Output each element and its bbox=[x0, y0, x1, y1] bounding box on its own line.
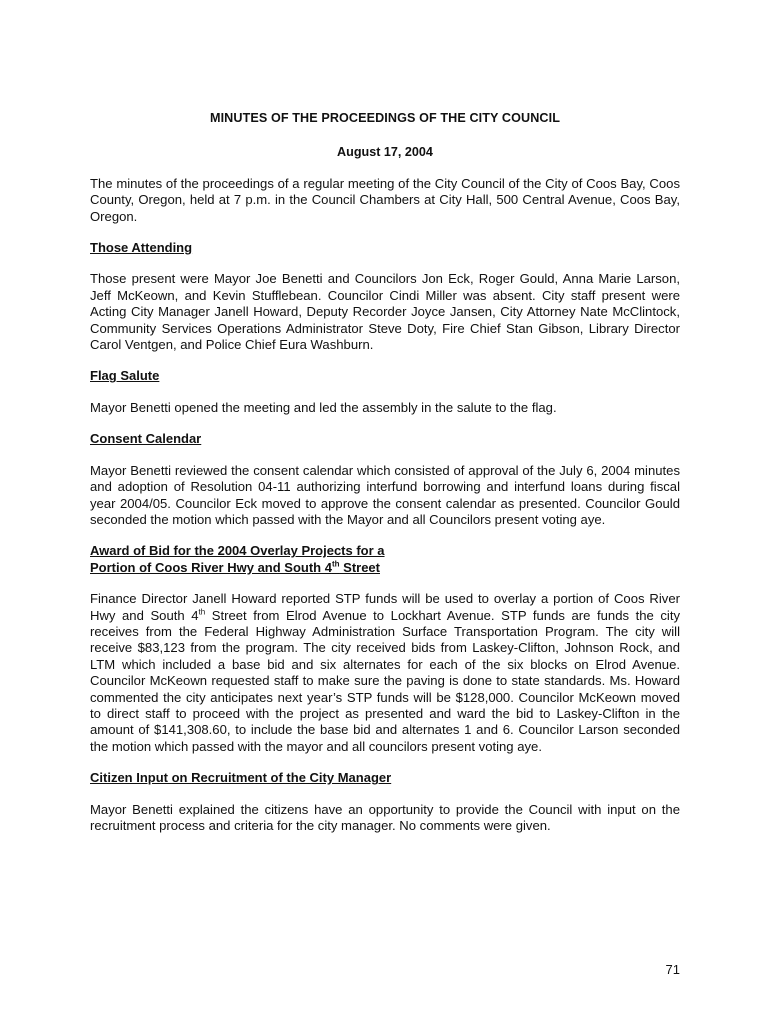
flag-salute-paragraph: Mayor Benetti opened the meeting and led the assembly in the salute to the flag. bbox=[90, 399, 557, 415]
award-heading-line2-post: Street bbox=[339, 559, 380, 575]
heading-flag-salute: Flag Salute bbox=[90, 368, 160, 384]
document-page bbox=[90, 110, 680, 849]
heading-those-attending: Those Attending bbox=[90, 240, 193, 256]
heading-award-of-bid bbox=[90, 543, 680, 576]
award-body-superscript: th bbox=[198, 607, 206, 617]
award-body-pre: Finance Director Janell Howard reported STP funds will be used to overlay a portion of Coos River Hwy and South 4 bbox=[90, 591, 680, 623]
consent-calendar-paragraph: Mayor Benetti reviewed the consent calendar which consisted of approval of the July 6, 2004 minutes and adoption of Resolution 04-11 authorizing interfund borrowing and interfund loans during fiscal year 2004/05. Councilor Eck moved to approve the consent calendar as presented. Councilor Gould seconded the motion which passed with the Mayor and all Councilors present voting aye. bbox=[90, 462, 680, 527]
heading-citizen-input: Citizen Input on Recruitment of the City Manager bbox=[90, 770, 392, 786]
award-of-bid-paragraph bbox=[90, 591, 680, 755]
award-heading-line2-pre: Portion of Coos River Hwy and South 4 bbox=[90, 559, 332, 575]
page-number: 71 bbox=[665, 962, 680, 977]
document-title: MINUTES OF THE PROCEEDINGS OF THE CITY COUNCIL bbox=[209, 111, 560, 125]
attending-paragraph: Those present were Mayor Joe Benetti and Councilors Jon Eck, Roger Gould, Anna Marie Larson, Jeff McKeown, and Kevin Stufflebean. Councilor Cindi Miller was absent. City staff present were Acting City Manager Janell Howard, Deputy Recorder Joyce Jansen, City Attorney Nate McClintock, Community Services Operations Administrator Steve Doty, Fire Chief Stan Gibson, Library Director Carol Ventgen, and Police Chief Eura Washburn. bbox=[90, 271, 680, 353]
award-heading-superscript: th bbox=[331, 559, 340, 569]
award-body-post: Street from Elrod Avenue to Lockhart Avenue. STP funds are funds the city receives from the Federal Highway Administration Surface Transportation Program. The city will receive $83,123 from the program. The city received bids from Laskey-Clifton, Johnson Rock, and LTM which included a base bid and six alternates for each of the six blocks on Elrod Avenue. Councilor McKeown requested staff to make sure the paving is done to state standards. Ms. Howard commented the city anticipates next year’s STP funds will be $128,000. Councilor McKeown moved to direct staff to proceed with the project as presented and ward the bid to Laskey-Clifton in the amount of $141,308.60, to include the base bid and alternates 1 and 6. Councilor Larson seconded the motion which passed with the mayor and all councilors present voting aye. bbox=[90, 607, 681, 754]
award-heading-line1: Award of Bid for the 2004 Overlay Projects for a bbox=[90, 543, 385, 559]
heading-consent-calendar: Consent Calendar bbox=[90, 431, 202, 447]
meeting-date: August 17, 2004 bbox=[337, 145, 433, 160]
citizen-input-paragraph: Mayor Benetti explained the citizens have an opportunity to provide the Council with input on the recruitment process and criteria for the city manager. No comments were given. bbox=[90, 801, 680, 833]
intro-paragraph: The minutes of the proceedings of a regular meeting of the City Council of the City of Coos Bay, Coos County, Oregon, held at 7 p.m. in the Council Chambers at City Hall, 500 Central Avenue, Coos Bay, Oregon. bbox=[90, 175, 680, 224]
